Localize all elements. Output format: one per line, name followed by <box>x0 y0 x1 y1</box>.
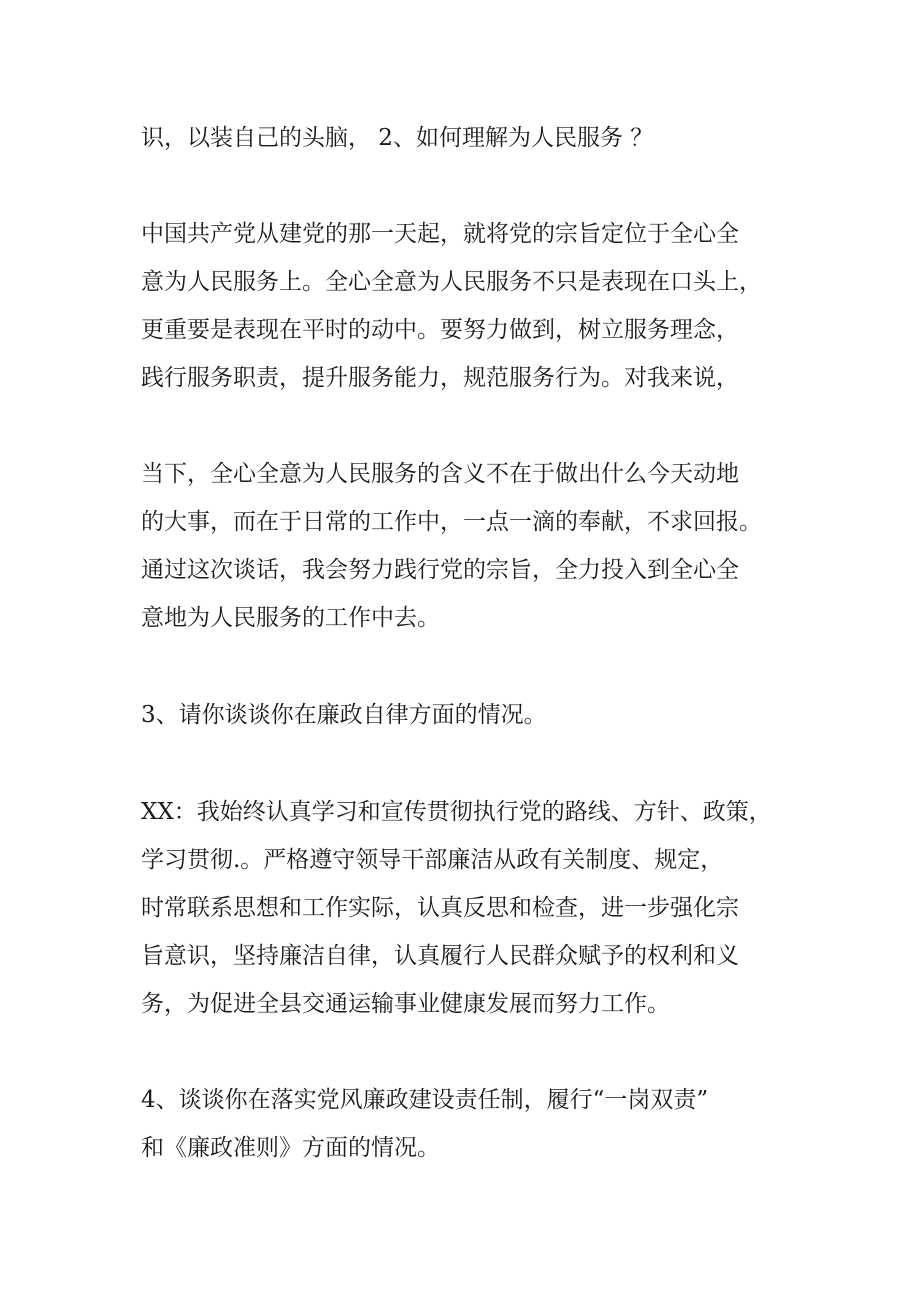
text-line: 时常联系思想和工作实际，认真反思和检查，进一步强化宗 <box>141 895 739 921</box>
text-line: 的大事，而在于日常的工作中，一点一滴的奉献，不求回报。 <box>141 509 762 535</box>
text-line: 更重要是表现在平时的动中。要努力做到，树立服务理念， <box>141 317 739 343</box>
text-line: 3、请你谈谈你在廉政自律方面的情况。 <box>141 702 547 728</box>
text-line: 践行服务职责，提升服务能力，规范服务行为。对我来说， <box>141 365 739 391</box>
paragraph-question-3 <box>141 691 791 739</box>
text-line: 当下，全心全意为人民服务的含义不在于做出什么今天动地 <box>141 461 739 487</box>
text-line: 中国共产党从建党的那一天起，就将党的宗旨定位于全心全 <box>141 221 739 247</box>
text-line: 旨意识，坚持廉洁自律，认真履行人民群众赋予的权利和义 <box>141 943 739 969</box>
paragraph-question-4 <box>141 1076 791 1172</box>
text-line: 识，以装自己的头脑， 2、如何理解为人民服务 ？ <box>141 125 654 151</box>
text-line: 意地为人民服务的工作中去。 <box>141 605 440 631</box>
text-line: 和《廉政准则》方面的情况。 <box>141 1135 440 1161</box>
paragraph-answer-2-part-1 <box>141 210 791 402</box>
paragraph-question-2-intro <box>141 114 791 162</box>
text-line: 务，为促进全县交通运输事业健康发展而努力工作。 <box>141 991 670 1017</box>
paragraph-answer-3 <box>141 788 791 1028</box>
text-line: 学习贯彻.。严格遵守领导干部廉洁从政有关制度、规定， <box>141 847 724 873</box>
paragraph-answer-2-part-2 <box>141 450 791 642</box>
text-line: XX：我始终认真学习和宣传贯彻执行党的路线、方针、政策， <box>141 799 772 825</box>
text-line: 4、谈谈你在落实党风廉政建设责任制，履行“一岗双责” <box>141 1087 709 1113</box>
text-line: 意为人民服务上。全心全意为人民服务不只是表现在口头上， <box>141 269 762 295</box>
text-line: 通过这次谈话，我会努力践行党的宗旨，全力投入到全心全 <box>141 557 739 583</box>
